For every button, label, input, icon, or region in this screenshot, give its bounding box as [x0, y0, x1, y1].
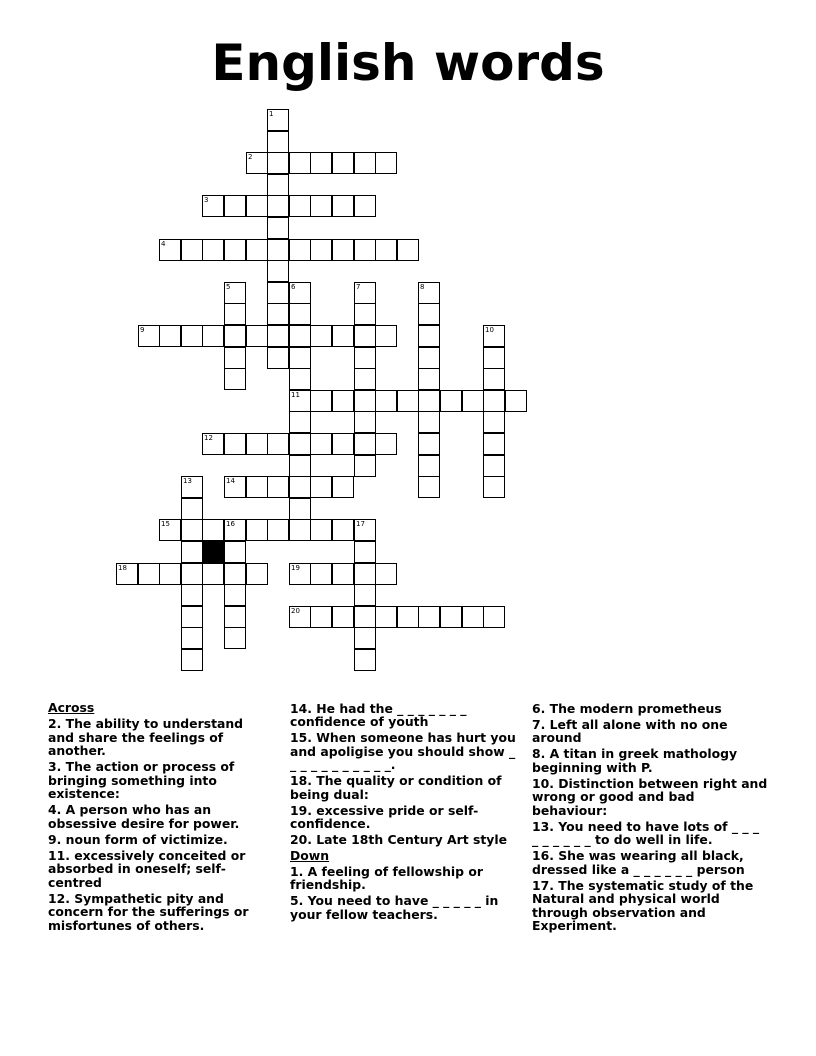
grid-cell[interactable]	[375, 152, 397, 174]
grid-cell[interactable]	[289, 368, 311, 390]
grid-cell[interactable]	[375, 606, 397, 628]
grid-cell[interactable]	[267, 303, 289, 325]
grid-cell[interactable]	[138, 325, 160, 347]
grid-cell[interactable]	[224, 347, 246, 369]
grid-cell[interactable]	[462, 606, 484, 628]
grid-cell[interactable]	[181, 239, 203, 261]
grid-cell[interactable]	[375, 239, 397, 261]
grid-cell[interactable]	[267, 174, 289, 196]
grid-cell[interactable]	[224, 584, 246, 606]
grid-cell[interactable]	[418, 411, 440, 433]
grid-cell[interactable]	[483, 476, 505, 498]
grid-cell[interactable]	[289, 282, 311, 304]
grid-cell[interactable]	[375, 563, 397, 585]
grid-cell[interactable]	[289, 455, 311, 477]
grid-cell[interactable]	[354, 649, 376, 671]
grid-cell[interactable]	[354, 325, 376, 347]
clue-item: 14. He had the _ _ _ _ _ _ _ confidence of youth	[290, 700, 467, 729]
grid-cell[interactable]	[202, 239, 224, 261]
grid-cell[interactable]	[354, 455, 376, 477]
grid-cell[interactable]	[483, 606, 505, 628]
clue-number: 14	[226, 477, 235, 485]
clue-number: 6	[291, 283, 296, 291]
grid-cell[interactable]	[332, 519, 354, 541]
grid-cell[interactable]	[397, 390, 419, 412]
grid-cell[interactable]	[181, 627, 203, 649]
grid-cell[interactable]	[354, 368, 376, 390]
grid-cell[interactable]	[246, 476, 268, 498]
down-header: Down	[290, 847, 330, 863]
clue-item: 1. A feeling of fellowship or friendship.	[290, 863, 483, 892]
grid-cell[interactable]	[310, 476, 332, 498]
grid-cell[interactable]	[202, 325, 224, 347]
grid-cell[interactable]	[289, 347, 311, 369]
clue-item: 6. The modern prometheus	[532, 700, 722, 716]
page-title: English words	[211, 34, 605, 92]
grid-cell[interactable]	[267, 152, 289, 174]
grid-cell[interactable]	[354, 584, 376, 606]
grid-cell[interactable]	[418, 368, 440, 390]
grid-cell[interactable]	[224, 563, 246, 585]
clue-item: 20. Late 18th Century Art style	[290, 832, 507, 847]
clue-number: 2	[248, 153, 253, 161]
grid-cell[interactable]	[418, 606, 440, 628]
grid-cell[interactable]	[224, 606, 246, 628]
grid-cell[interactable]	[483, 347, 505, 369]
clue-item: 18. The quality or condition of being dual:	[290, 773, 502, 802]
grid-cell[interactable]	[332, 390, 354, 412]
grid-cell[interactable]	[289, 606, 311, 628]
black-cell	[202, 541, 224, 563]
grid-cell[interactable]	[440, 606, 462, 628]
grid-cell[interactable]	[332, 239, 354, 261]
grid-cell[interactable]	[418, 433, 440, 455]
clue-column-1	[48, 699, 270, 932]
grid-cell[interactable]	[224, 303, 246, 325]
grid-cell[interactable]	[246, 195, 268, 217]
clue-number: 8	[420, 283, 425, 291]
clue-number: 20	[291, 607, 300, 615]
grid-cell[interactable]	[202, 563, 224, 585]
grid-cell[interactable]	[267, 260, 289, 282]
grid-cell[interactable]	[267, 131, 289, 153]
clue-item: 8. A titan in greek mathology beginning with P.	[532, 746, 738, 775]
grid-cell[interactable]	[246, 563, 268, 585]
across-header: Across	[48, 700, 95, 715]
grid-cell[interactable]	[418, 282, 440, 304]
grid-cell[interactable]	[159, 239, 181, 261]
grid-cell[interactable]	[310, 433, 332, 455]
grid-cell[interactable]	[354, 627, 376, 649]
grid-cell[interactable]	[202, 433, 224, 455]
clue-number: 1	[269, 110, 274, 118]
clue-item: 15. When someone has hurt you and apoligise you should show _ _ _ _ _ _ _ _ _ _ _.	[290, 730, 516, 772]
grid-cell[interactable]	[289, 498, 311, 520]
grid-cell[interactable]	[483, 411, 505, 433]
grid-cell[interactable]	[354, 303, 376, 325]
grid-cell[interactable]	[267, 476, 289, 498]
grid-cell[interactable]	[267, 109, 289, 131]
grid-cell[interactable]	[289, 325, 311, 347]
grid-cell[interactable]	[224, 433, 246, 455]
clue-item: 2. The ability to understand and share the feelings of another.	[48, 716, 244, 758]
grid-cell[interactable]	[332, 325, 354, 347]
grid-cell[interactable]	[483, 390, 505, 412]
grid-cell[interactable]	[310, 390, 332, 412]
grid-cell[interactable]	[310, 606, 332, 628]
clue-column-2	[290, 699, 516, 921]
clue-number: 17	[356, 520, 365, 528]
clue-number: 9	[140, 326, 145, 334]
grid-cell[interactable]	[181, 519, 203, 541]
clue-item: 4. A person who has an obsessive desire for power.	[48, 802, 240, 831]
clue-item: 7. Left all alone with no one around	[532, 716, 728, 745]
grid-cell[interactable]	[289, 519, 311, 541]
grid-cell[interactable]	[289, 303, 311, 325]
grid-cell[interactable]	[267, 195, 289, 217]
grid-cell[interactable]	[310, 325, 332, 347]
grid-cell[interactable]	[354, 282, 376, 304]
grid-cell[interactable]	[181, 325, 203, 347]
grid-cell[interactable]	[310, 195, 332, 217]
grid-cell[interactable]	[246, 239, 268, 261]
grid-cell[interactable]	[310, 152, 332, 174]
grid-cell[interactable]	[267, 433, 289, 455]
grid-cell[interactable]	[267, 347, 289, 369]
clue-number: 18	[118, 564, 127, 572]
grid-cell[interactable]	[332, 195, 354, 217]
grid-cell[interactable]	[418, 347, 440, 369]
grid-cell[interactable]	[375, 433, 397, 455]
clue-item: 16. She was wearing all black, dressed like a _ _ _ _ _ _ person	[532, 848, 745, 877]
grid-cell[interactable]	[202, 195, 224, 217]
grid-cell[interactable]	[267, 282, 289, 304]
grid-cell[interactable]	[224, 541, 246, 563]
grid-cell[interactable]	[332, 606, 354, 628]
grid-cell[interactable]	[181, 563, 203, 585]
grid-cell[interactable]	[181, 606, 203, 628]
grid-cell[interactable]	[354, 541, 376, 563]
grid-cell[interactable]	[354, 239, 376, 261]
grid-cell[interactable]	[289, 152, 311, 174]
grid-cell[interactable]	[418, 303, 440, 325]
clue-item: 11. excessively conceited or absorbed in oneself; self-centred	[48, 847, 246, 890]
grid-cell[interactable]	[138, 563, 160, 585]
grid-cell[interactable]	[181, 476, 203, 498]
grid-cell[interactable]	[310, 519, 332, 541]
grid-cell[interactable]	[332, 476, 354, 498]
clue-number: 16	[226, 520, 235, 528]
clue-item: 9. noun form of victimize.	[48, 831, 228, 847]
grid-cell[interactable]	[462, 390, 484, 412]
grid-cell[interactable]	[289, 411, 311, 433]
grid-cell[interactable]	[181, 584, 203, 606]
grid-cell[interactable]	[332, 152, 354, 174]
grid-cell[interactable]	[224, 282, 246, 304]
grid-cell[interactable]	[289, 563, 311, 585]
grid-cell[interactable]	[354, 152, 376, 174]
grid-cell[interactable]	[354, 347, 376, 369]
grid-cell[interactable]	[267, 239, 289, 261]
grid-cell[interactable]	[505, 390, 527, 412]
grid-cell[interactable]	[159, 563, 181, 585]
grid-cell[interactable]	[354, 606, 376, 628]
grid-cell[interactable]	[267, 325, 289, 347]
grid-cell[interactable]	[224, 325, 246, 347]
grid-cell[interactable]	[332, 563, 354, 585]
grid-cell[interactable]	[202, 519, 224, 541]
clue-number: 10	[485, 326, 494, 334]
grid-cell[interactable]	[483, 433, 505, 455]
clue-item: 12. Sympathetic pity and concern for the sufferings or misfortunes of others.	[48, 890, 249, 933]
clue-number: 7	[356, 283, 361, 291]
grid-cell[interactable]	[289, 433, 311, 455]
clue-item: 13. You need to have lots of _ _ _ _ _ _ _ _ _ to do well in life.	[532, 818, 760, 847]
clue-item: 10. Distinction between right and wrong or good and bad behaviour:	[532, 775, 768, 818]
grid-cell[interactable]	[224, 476, 246, 498]
grid-cell[interactable]	[397, 606, 419, 628]
grid-cell[interactable]	[354, 519, 376, 541]
clue-item: 17. The systematic study of the Natural and physical world through observation and Experiment.	[532, 877, 754, 933]
grid-cell[interactable]	[418, 455, 440, 477]
grid-cell[interactable]	[289, 476, 311, 498]
grid-cell[interactable]	[418, 325, 440, 347]
clue-number: 15	[161, 520, 170, 528]
grid-cell[interactable]	[224, 239, 246, 261]
grid-cell[interactable]	[483, 325, 505, 347]
grid-cell[interactable]	[418, 476, 440, 498]
grid-cell[interactable]	[354, 563, 376, 585]
grid-cell[interactable]	[224, 627, 246, 649]
grid-cell[interactable]	[375, 325, 397, 347]
clue-number: 4	[161, 240, 166, 248]
clue-number: 12	[204, 434, 213, 442]
grid-cell[interactable]	[354, 411, 376, 433]
grid-cell[interactable]	[224, 368, 246, 390]
grid-cell[interactable]	[397, 239, 419, 261]
grid-cell[interactable]	[289, 390, 311, 412]
grid-cell[interactable]	[332, 433, 354, 455]
grid-cell[interactable]	[116, 563, 138, 585]
grid-cell[interactable]	[354, 390, 376, 412]
grid-cell[interactable]	[224, 195, 246, 217]
grid-cell[interactable]	[181, 498, 203, 520]
grid-cell[interactable]	[246, 152, 268, 174]
grid-cell[interactable]	[159, 519, 181, 541]
clue-number: 19	[291, 564, 300, 572]
grid-cell[interactable]	[224, 519, 246, 541]
grid-cell[interactable]	[181, 541, 203, 563]
grid-cell[interactable]	[418, 390, 440, 412]
grid-cell[interactable]	[354, 433, 376, 455]
grid-cell[interactable]	[310, 239, 332, 261]
clue-item: 5. You need to have _ _ _ _ _ in your fellow teachers.	[290, 893, 499, 922]
grid-cell[interactable]	[289, 195, 311, 217]
clue-item: 19. excessive pride or self-confidence.	[290, 802, 479, 831]
clue-number: 5	[226, 283, 231, 291]
clue-number: 13	[183, 477, 192, 485]
clue-item: 3. The action or process of bringing something into existence:	[48, 759, 235, 801]
grid-cell[interactable]	[483, 368, 505, 390]
grid-cell[interactable]	[267, 217, 289, 239]
grid-cell[interactable]	[246, 325, 268, 347]
grid-cell[interactable]	[246, 519, 268, 541]
grid-cell[interactable]	[483, 455, 505, 477]
clue-number: 11	[291, 391, 300, 399]
grid-cell[interactable]	[440, 390, 462, 412]
grid-cell[interactable]	[181, 649, 203, 671]
grid-cell[interactable]	[289, 239, 311, 261]
clue-number: 3	[204, 196, 209, 204]
grid-cell[interactable]	[267, 519, 289, 541]
grid-cell[interactable]	[246, 433, 268, 455]
grid-cell[interactable]	[375, 390, 397, 412]
grid-cell[interactable]	[310, 563, 332, 585]
grid-cell[interactable]	[354, 195, 376, 217]
grid-cell[interactable]	[159, 325, 181, 347]
clue-column-3	[532, 699, 768, 933]
